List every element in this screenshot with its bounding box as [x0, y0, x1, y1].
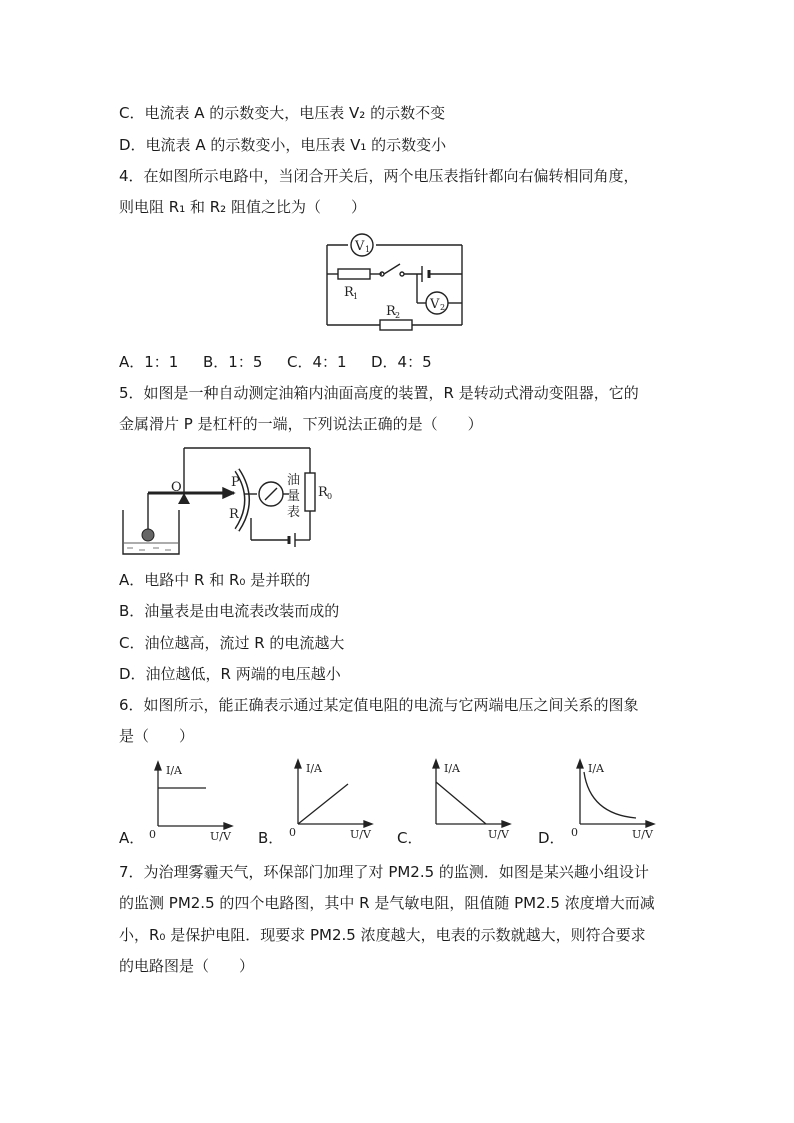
q5-option-d: D．油位越低，R 两端的电压越小 [119, 665, 341, 683]
question-7-line-3: 小，R₀ 是保护电阻．现要求 PM2.5 浓度越大，电表的示数就越大，则符合要求 [119, 926, 646, 944]
svg-text:1: 1 [353, 292, 359, 301]
option-c-q3: C．电流表 A 的示数变大，电压表 V₂ 的示数不变 [119, 104, 446, 122]
q6-option-d: D． [538, 829, 565, 847]
svg-text:0: 0 [327, 492, 333, 501]
q4-option-a: A．1：1 [119, 353, 179, 371]
q4-options [119, 352, 432, 372]
q4-option-d: D．4：5 [371, 353, 432, 371]
r0-label: R [318, 485, 328, 500]
graph-b-origin: 0 [289, 826, 296, 839]
q6-graph-d [568, 758, 658, 841]
q6-graph-a [146, 760, 236, 843]
q6-option-b: B． [258, 829, 284, 847]
q6-graph-c [424, 758, 514, 841]
question-4-line-1: 4．在如图所示电路中，当闭合开关后，两个电压表指针都向右偏转相同角度， [119, 167, 639, 185]
graph-d-xlabel: U/V [632, 828, 653, 841]
q5-oil-gauge-diagram [119, 448, 339, 558]
question-5-line-1: 5．如图是一种自动测定油箱内油面高度的装置，R 是转动式滑动变阻器，它的 [119, 384, 639, 402]
graph-d-ylabel: I/A [588, 762, 604, 775]
question-7-line-4: 的电路图是（ ） [119, 957, 255, 975]
option-d-q3: D．电流表 A 的示数变小，电压表 V₁ 的示数变小 [119, 136, 447, 154]
svg-text:2: 2 [395, 311, 401, 320]
svg-text:2: 2 [440, 303, 446, 312]
q6-option-c: C． [397, 829, 423, 847]
q5-option-a: A．电路中 R 和 R₀ 是并联的 [119, 571, 311, 589]
graph-a-xlabel: U/V [210, 830, 231, 843]
r1-label: R [344, 285, 354, 300]
q4-option-b: B．1：5 [203, 353, 263, 371]
meter-label-3: 表 [287, 505, 301, 520]
q4-circuit-diagram [322, 230, 467, 330]
v1-label: V [355, 239, 365, 254]
graph-c-xlabel: U/V [488, 828, 509, 841]
graph-c-ylabel: I/A [444, 762, 460, 775]
question-6-line-1: 6．如图所示，能正确表示通过某定值电阻的电流与它两端电压之间关系的图象 [119, 696, 639, 714]
graph-b-xlabel: U/V [350, 828, 371, 841]
meter-label-2: 量 [287, 489, 301, 504]
question-7-line-1: 7．为治理雾霾天气，环保部门加理了对 PM2.5 的监测．如图是某兴趣小组设计 [119, 863, 649, 881]
resistor-r-label: R [229, 507, 239, 522]
r2-label: R [386, 304, 396, 319]
v2-label: V [430, 297, 440, 312]
q5-option-c: C．油位越高，流过 R 的电流越大 [119, 634, 345, 652]
q5-option-b: B．油量表是由电流表改装而成的 [119, 602, 340, 620]
graph-d-origin: 0 [571, 826, 578, 839]
graph-b-ylabel: I/A [306, 762, 322, 775]
question-7-line-2: 的监测 PM2.5 的四个电路图，其中 R 是气敏电阻，阻值随 PM2.5 浓度增大而减 [119, 894, 655, 912]
q6-graph-b [286, 758, 376, 841]
svg-text:1: 1 [365, 245, 371, 254]
graph-a-ylabel: I/A [166, 764, 182, 777]
question-4-line-2: 则电阻 R₁ 和 R₂ 阻值之比为（ ） [119, 198, 366, 216]
meter-label-1: 油 [287, 473, 301, 488]
graph-a-origin: 0 [149, 828, 156, 841]
q6-option-a: A． [119, 829, 145, 847]
slider-p-label: P [231, 475, 240, 490]
q4-option-c: C．4：1 [287, 353, 347, 371]
question-5-line-2: 金属滑片 P 是杠杆的一端，下列说法正确的是（ ） [119, 415, 483, 433]
question-6-line-2: 是（ ） [119, 727, 195, 745]
pivot-o-label: O [171, 480, 182, 495]
